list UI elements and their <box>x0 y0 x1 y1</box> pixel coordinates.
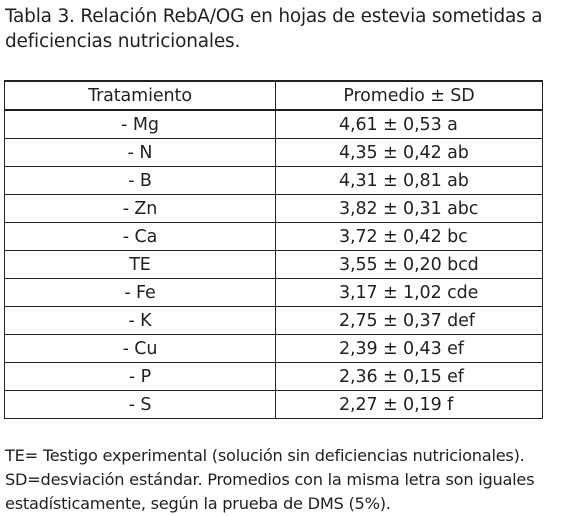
table-row <box>5 335 543 363</box>
caption-line-2: deficiencias nutricionales. <box>5 31 241 52</box>
table-footnote <box>5 444 579 516</box>
table-row <box>5 391 543 419</box>
value-cell: 4,31 ± 0,81 ab <box>276 167 543 195</box>
table-row <box>5 195 543 223</box>
table-row <box>5 167 543 195</box>
value-cell: 3,17 ± 1,02 cde <box>276 279 543 307</box>
caption-line-1: Tabla 3. Relación RebA/OG en hojas de estevia sometidas a <box>5 6 543 27</box>
treatment-cell: - P <box>5 363 276 391</box>
treatment-cell: - Mg <box>5 110 276 139</box>
value-cell: 2,27 ± 0,19 f <box>276 391 543 419</box>
value-cell: 2,39 ± 0,43 ef <box>276 335 543 363</box>
treatment-cell: - K <box>5 307 276 335</box>
treatment-cell: - Ca <box>5 223 276 251</box>
value-cell: 4,61 ± 0,53 a <box>276 110 543 139</box>
treatment-cell: - Cu <box>5 335 276 363</box>
table-header <box>5 81 543 110</box>
results-table <box>4 80 543 419</box>
treatment-cell: TE <box>5 251 276 279</box>
value-cell: 3,55 ± 0,20 bcd <box>276 251 543 279</box>
footnote-line-2: SD=desviación estándar. Promedios con la misma letra son iguales <box>5 470 535 489</box>
value-cell: 3,72 ± 0,42 bc <box>276 223 543 251</box>
footnote-line-1: TE= Testigo experimental (solución sin deficiencias nutricionales). <box>5 446 525 465</box>
table-row <box>5 363 543 391</box>
treatment-cell: - Zn <box>5 195 276 223</box>
value-cell: 4,35 ± 0,42 ab <box>276 139 543 167</box>
table-caption <box>5 4 579 54</box>
table-row <box>5 139 543 167</box>
table-row <box>5 251 543 279</box>
table-row <box>5 223 543 251</box>
header-treatment: Tratamiento <box>5 81 276 110</box>
table-row <box>5 307 543 335</box>
value-cell: 2,75 ± 0,37 def <box>276 307 543 335</box>
table-row <box>5 110 543 139</box>
treatment-cell: - Fe <box>5 279 276 307</box>
value-cell: 3,82 ± 0,31 abc <box>276 195 543 223</box>
treatment-cell: - S <box>5 391 276 419</box>
table-body <box>5 110 543 419</box>
header-row <box>5 81 543 110</box>
table-row <box>5 279 543 307</box>
treatment-cell: - B <box>5 167 276 195</box>
treatment-cell: - N <box>5 139 276 167</box>
footnote-line-3: estadísticamente, según la prueba de DMS (5%). <box>5 494 391 513</box>
value-cell: 2,36 ± 0,15 ef <box>276 363 543 391</box>
header-mean-sd: Promedio ± SD <box>276 81 543 110</box>
